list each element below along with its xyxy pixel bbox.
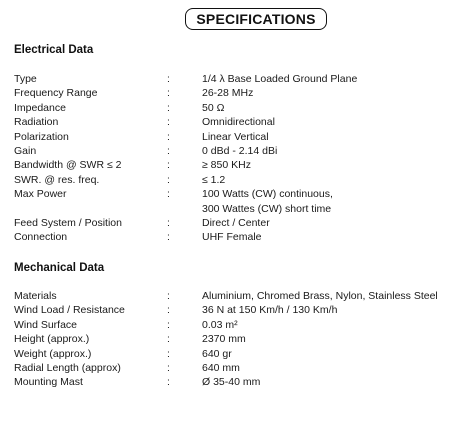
spec-label: SWR. @ res. freq. <box>14 173 100 186</box>
spec-label: Connection <box>14 231 68 244</box>
mechanical-data-table <box>14 289 462 390</box>
spec-row-impedance <box>14 101 462 115</box>
spec-row-wind-surface <box>14 318 462 332</box>
spec-row-wind-load <box>14 303 462 317</box>
spec-label: Bandwidth @ SWR ≤ 2 <box>14 159 122 172</box>
spec-row-feed-system <box>14 216 462 230</box>
spec-separator: : <box>167 144 170 157</box>
spec-row-radial-length <box>14 361 462 375</box>
spec-label: Gain <box>14 144 37 157</box>
specifications-title: SPECIFICATIONS <box>185 8 327 30</box>
spec-separator: : <box>167 361 170 374</box>
spec-label: Wind Load / Resistance <box>14 304 125 317</box>
spec-separator: : <box>167 173 170 186</box>
spec-row-swr <box>14 173 462 187</box>
spec-label: Polarization <box>14 130 69 143</box>
spec-value: 50 Ω <box>202 101 225 114</box>
mechanical-data-heading: Mechanical Data <box>14 262 105 274</box>
spec-label: Radiation <box>14 116 59 129</box>
spec-value: 26-28 MHz <box>202 87 254 100</box>
spec-row-type <box>14 72 462 86</box>
spec-value: 100 Watts (CW) continuous, <box>202 188 333 201</box>
spec-row-connection <box>14 230 462 244</box>
spec-separator: : <box>167 347 170 360</box>
spec-value: 36 N at 150 Km/h / 130 Km/h <box>202 304 338 317</box>
spec-row-max-power <box>14 187 462 201</box>
spec-row-height <box>14 332 462 346</box>
spec-row-max-power-continued <box>14 202 462 216</box>
spec-separator: : <box>167 159 170 172</box>
electrical-data-table <box>14 72 462 245</box>
spec-value: ≤ 1.2 <box>202 173 226 186</box>
spec-separator: : <box>167 101 170 114</box>
spec-row-radiation <box>14 115 462 129</box>
spec-value: 0 dBd - 2.14 dBi <box>202 144 278 157</box>
spec-label: Radial Length (approx) <box>14 361 121 374</box>
spec-label: Type <box>14 73 37 85</box>
spec-row-materials <box>14 289 462 303</box>
spec-row-bandwidth <box>14 158 462 172</box>
spec-row-gain <box>14 144 462 158</box>
spec-label: Max Power <box>14 188 67 201</box>
spec-separator: : <box>167 130 170 143</box>
spec-separator: : <box>167 304 170 317</box>
spec-label: Materials <box>14 290 57 302</box>
spec-label: Mounting Mast <box>14 376 83 389</box>
spec-value: 0.03 m² <box>202 318 238 331</box>
spec-label: Impedance <box>14 101 66 114</box>
spec-label: Height (approx.) <box>14 333 90 346</box>
spec-separator: : <box>167 216 170 229</box>
spec-separator: : <box>167 188 170 201</box>
spec-value: Direct / Center <box>202 216 270 229</box>
spec-value: UHF Female <box>202 231 262 244</box>
spec-label: Wind Surface <box>14 318 78 331</box>
spec-separator: : <box>167 73 170 85</box>
spec-value: Ø 35-40 mm <box>202 376 261 389</box>
spec-row-weight <box>14 347 462 361</box>
spec-separator: : <box>167 290 170 302</box>
spec-label: Weight (approx.) <box>14 347 92 360</box>
spec-label: Frequency Range <box>14 87 98 100</box>
spec-row-mounting-mast <box>14 375 462 389</box>
spec-value: Linear Vertical <box>202 130 269 143</box>
spec-value: Omnidirectional <box>202 116 275 129</box>
spec-separator: : <box>167 116 170 129</box>
spec-separator: : <box>167 87 170 100</box>
spec-value: 1/4 λ Base Loaded Ground Plane <box>202 73 358 85</box>
spec-value: 640 mm <box>202 361 240 374</box>
spec-separator: : <box>167 333 170 346</box>
spec-value: 640 gr <box>202 347 232 360</box>
spec-separator: : <box>167 318 170 331</box>
spec-separator: : <box>167 231 170 244</box>
electrical-data-heading: Electrical Data <box>14 44 94 56</box>
spec-row-frequency-range <box>14 86 462 100</box>
spec-value: ≥ 850 KHz <box>202 159 251 172</box>
spec-value: 2370 mm <box>202 333 246 346</box>
spec-separator: : <box>167 376 170 389</box>
spec-label: Feed System / Position <box>14 216 122 229</box>
spec-row-polarization <box>14 130 462 144</box>
spec-value: 300 Wattes (CW) short time <box>202 202 332 215</box>
spec-value: Aluminium, Chromed Brass, Nylon, Stainless Steel <box>202 290 438 302</box>
